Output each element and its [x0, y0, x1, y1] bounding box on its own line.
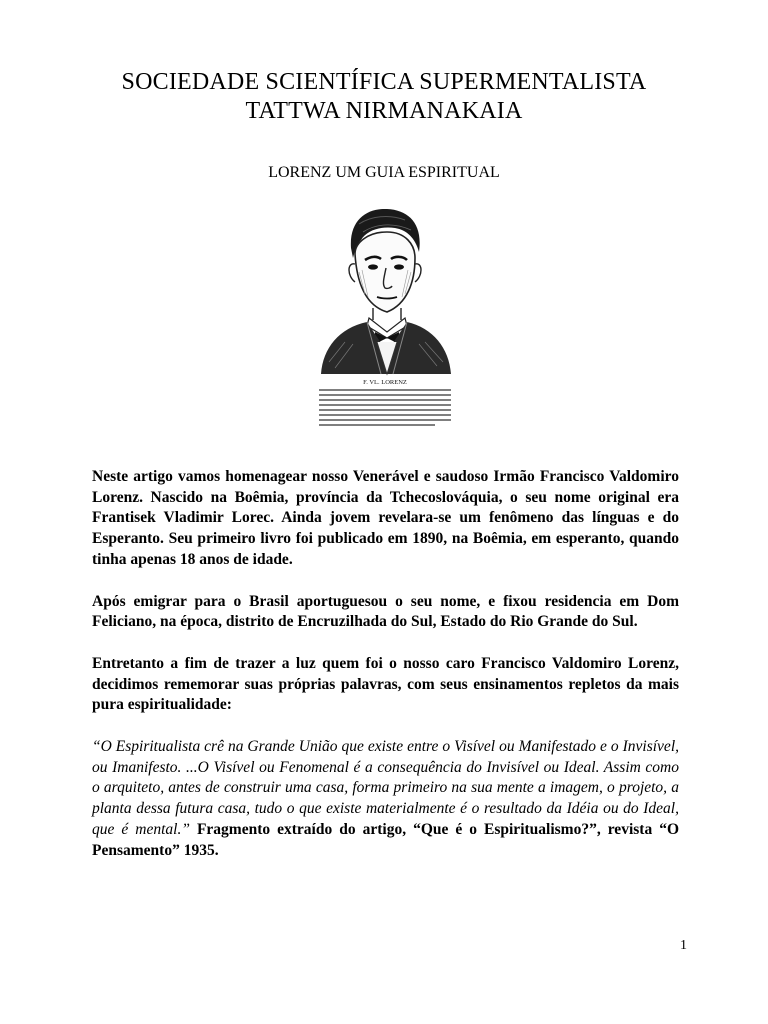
organization-name-line1: SOCIEDADE SCIENTÍFICA SUPERMENTALISTA	[121, 69, 647, 95]
article-body	[92, 467, 679, 882]
paragraph-intro: Neste artigo vamos homenagear nosso Venerável e saudoso Irmão Francisco Valdomiro Lorenz. Nascido na Boêmia, província da Tchecoslováquia, o seu nome original era Frantisek Vladimir Lorec. Ainda jovem revelara-se um fenômeno das línguas e do Esperanto. Seu primeiro livro foi publicado em 1890, na Boêmia, em esperanto, quando tinha apenas 18 anos de idade.	[92, 468, 679, 568]
quote-source: Fragmento extraído do artigo, “Que é o Espiritualismo?”, revista “O Pensamento” 1935.	[92, 820, 679, 859]
organization-header	[0, 68, 768, 126]
paragraph-emigration: Após emigrar para o Brasil aportuguesou o seu nome, e fixou residencia em Dom Feliciano, na época, distrito de Encruzilhada do Sul, Estado do Rio Grande do Sul.	[92, 592, 679, 631]
portrait-engraving	[315, 202, 455, 432]
portrait-caption-name: F. VL. LORENZ	[363, 379, 407, 386]
article-title: LORENZ UM GUIA ESPIRITUAL	[268, 164, 500, 181]
paragraph-words: Entretanto a fim de trazer a luz quem foi o nosso caro Francisco Valdomiro Lorenz, decidimos rememorar suas próprias palavras, com seus ensinamentos repletos da mais pura espiritualidade:	[92, 654, 679, 714]
quote-paragraph	[92, 737, 679, 861]
portrait-figure	[315, 202, 455, 432]
page-number: 1	[680, 938, 687, 953]
portrait-caption-fine-print	[319, 390, 451, 425]
quote-text: “O Espiritualista crê na Grande União que existe entre o Visível ou Manifestado e o Invisível, ou Imanifesto. ...O Visível ou Fenomenal é a consequência do Invisível ou Ideal. Assim como o arquiteto, antes de construir uma casa, forma primeiro na sua mente a imagem, o projeto, a planta dessa futura casa, tudo o que existe materialmente é o resultado da Idéia ou do Ideal, que é mental.”	[92, 738, 679, 838]
organization-name-line2: TATTWA NIRMANAKAIA	[245, 98, 523, 124]
